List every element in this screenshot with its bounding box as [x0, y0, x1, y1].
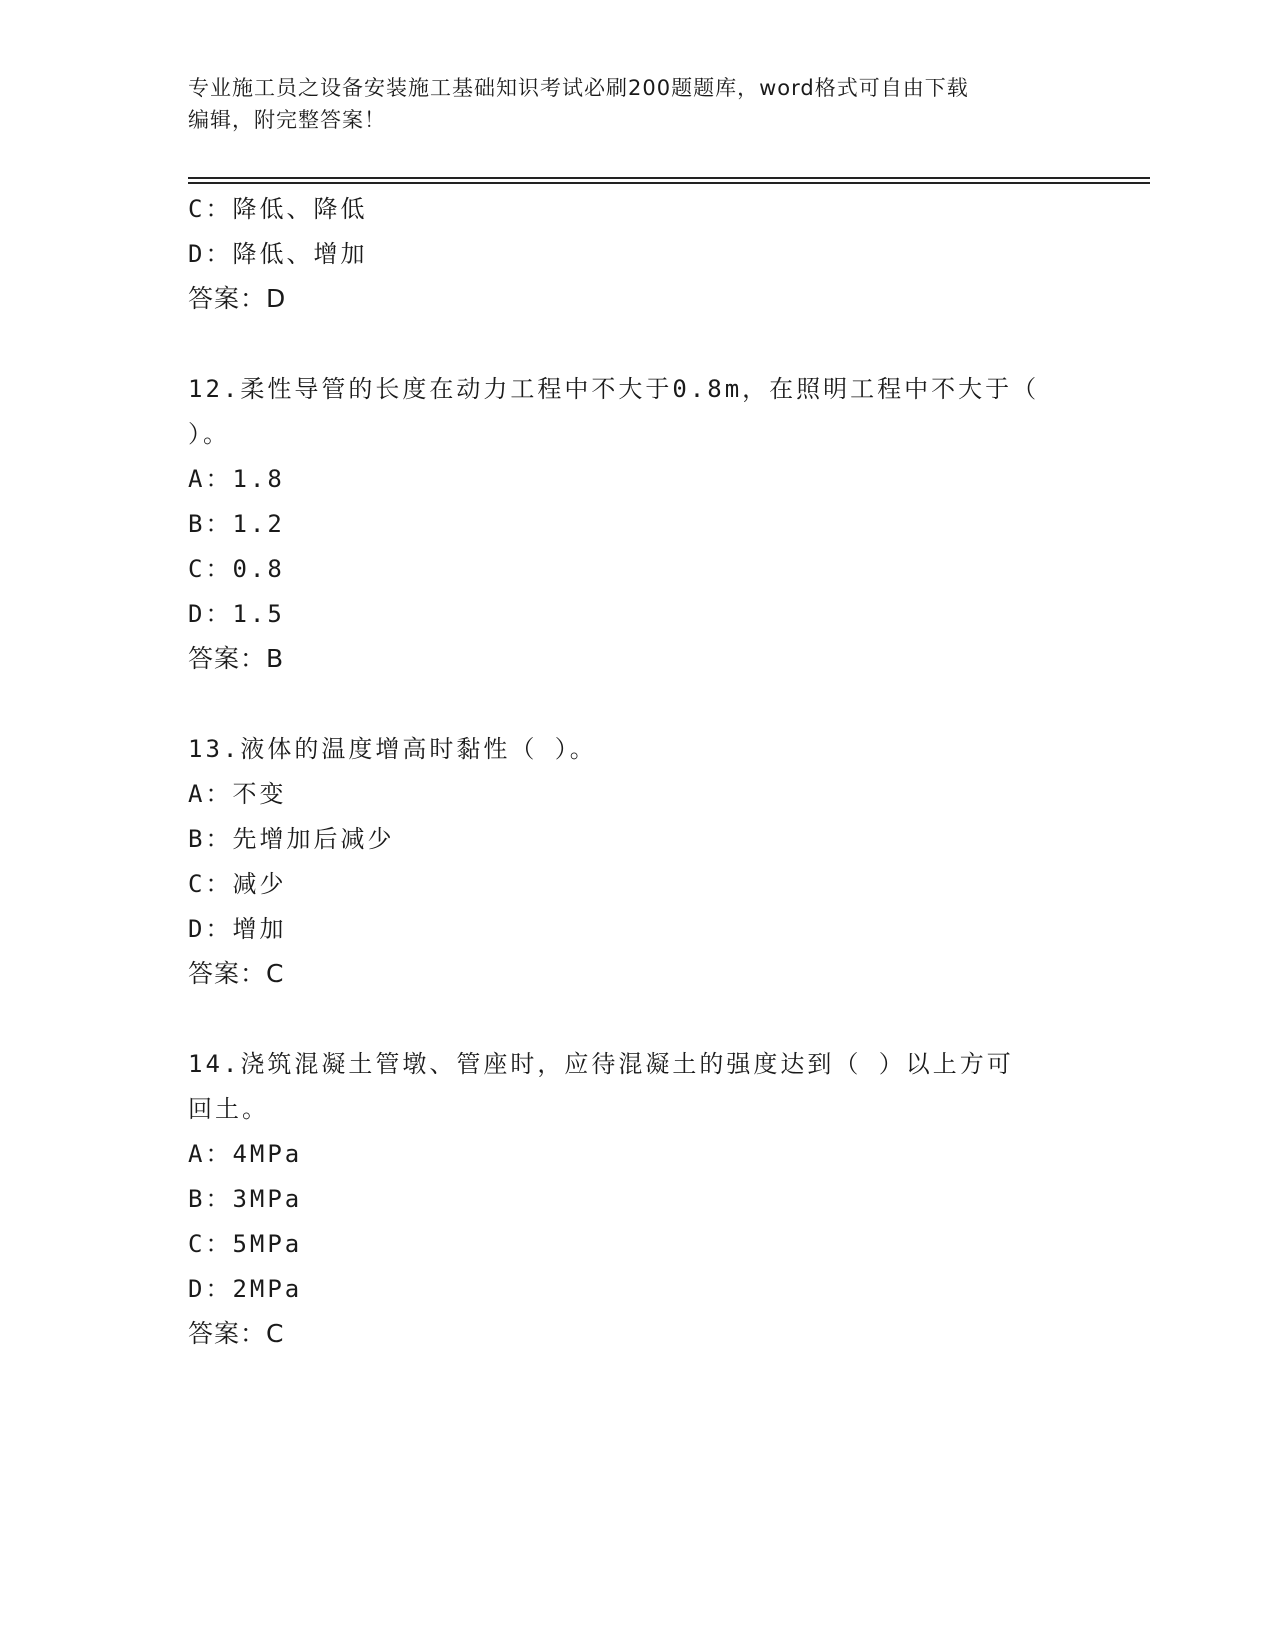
q14-option-d: D：2MPa	[188, 1275, 303, 1303]
q12-stem-line-1: 12.柔性导管的长度在动力工程中不大于0.8m，在照明工程中不大于（	[188, 375, 1040, 403]
q14-option-a: A：4MPa	[188, 1140, 303, 1168]
q14-option-c: C：5MPa	[188, 1230, 303, 1258]
q11-answer: 答案：D	[188, 284, 287, 313]
q11-option-d: D：降低、增加	[188, 240, 368, 268]
q12-option-d: D：1.5	[188, 600, 285, 628]
q12-stem-line-2: ）。	[188, 420, 230, 448]
q13-option-c: C：减少	[188, 870, 287, 898]
q11-option-c: C：降低、降低	[188, 195, 368, 223]
q13-option-d: D：增加	[188, 915, 287, 943]
q13-answer: 答案：C	[188, 959, 285, 988]
q12-option-b: B：1.2	[188, 510, 285, 538]
document-header	[188, 72, 1068, 136]
header-title-line-1: 专业施工员之设备安装施工基础知识考试必刷200题题库，word格式可自由下载	[188, 76, 969, 100]
q13-option-a: A：不变	[188, 780, 287, 808]
q14-option-b: B：3MPa	[188, 1185, 303, 1213]
q12-option-c: C：0.8	[188, 555, 285, 583]
header-title-line-2: 编辑，附完整答案！	[188, 108, 386, 132]
q13-stem-line-1: 13.液体的温度增高时黏性（ ）。	[188, 735, 597, 763]
q12-answer: 答案：B	[188, 644, 285, 673]
header-divider-bottom	[188, 182, 1150, 184]
q14-answer: 答案：C	[188, 1319, 285, 1348]
header-divider-top	[188, 177, 1150, 179]
q12-option-a: A：1.8	[188, 465, 285, 493]
q13-option-b: B：先增加后减少	[188, 825, 395, 853]
q14-stem-line-2: 回土。	[188, 1095, 269, 1123]
q14-stem-line-1: 14.浇筑混凝土管墩、管座时，应待混凝土的强度达到（ ）以上方可	[188, 1050, 1014, 1078]
